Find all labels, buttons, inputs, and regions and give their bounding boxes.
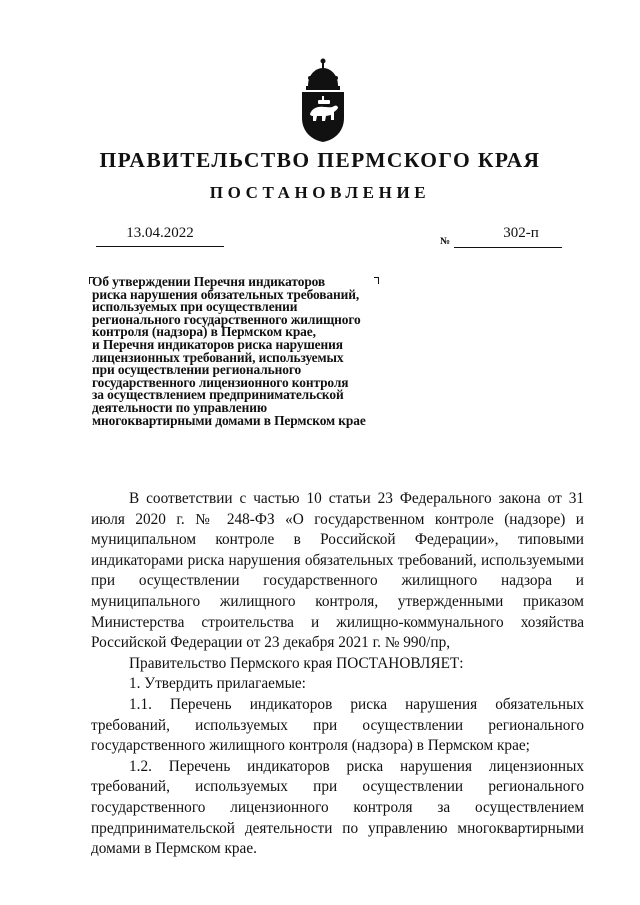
subject-line: при осуществлении регионального	[92, 362, 302, 378]
subject-line: лицензионных требований, используемых	[92, 349, 344, 365]
subject-line: риска нарушения обязательных требований,	[92, 286, 360, 302]
date-field	[96, 224, 224, 247]
subject-line: Об утверждении Перечня индикаторов	[92, 274, 326, 289]
subject-line: регионального государственного жилищного	[92, 311, 361, 327]
subject-line: многоквартирными домами в Пермском крае	[92, 412, 366, 428]
number-underline	[454, 247, 562, 248]
date-value: 13.04.2022	[126, 225, 194, 241]
resolution-paragraph: Правительство Пермского края ПОСТАНОВЛЯЕТ:	[129, 654, 464, 672]
document-body	[91, 489, 584, 860]
perm-krai-coat-of-arms-icon	[298, 56, 348, 144]
document-type-title: ПОСТАНОВЛЕНИЕ	[209, 183, 431, 202]
subject-line: контроля (надзора) в Пермском крае,	[92, 324, 316, 340]
document-subject	[92, 276, 422, 427]
number-value: 302-п	[503, 225, 539, 241]
clause-1-paragraph: 1. Утвердить прилагаемые:	[129, 675, 306, 693]
clause-1-1-paragraph: 1.1. Перечень индикаторов риска нарушения обязательных требований, используемых при осуществлении регионального государственного жилищного контроля (надзора) в Пермском крае;	[91, 695, 584, 755]
number-sign: №	[440, 236, 451, 247]
preamble-paragraph: В соответствии с частью 10 статьи 23 Федерального закона от 31 июля 2020 г. № 248-ФЗ «О государственном контроле (надзоре) и муниципальном контроле в Российской Федерации», типовыми индикаторами риска нарушения обязательных требований, используемыми при осуществлении государственного жилищного надзора и муниципального жилищного контроля, утвержденными приказом Министерства строительства и жилищно-коммунального хозяйства Российской Федерации от 23 декабря 2021 г. № 990/пр,	[91, 490, 584, 652]
subject-line: за осуществлением предпринимательской	[92, 387, 344, 403]
date-underline	[96, 246, 224, 247]
subject-line: используемых при осуществлении	[92, 299, 298, 315]
subject-line: государственного лицензионного контроля	[92, 374, 349, 390]
clause-1-2-paragraph: 1.2. Перечень индикаторов риска нарушения лицензионных требований, используемых при осуществлении регионального государственного лицензионного контроля за осуществлением предпринимательской деятельности по управлению многоквартирными домами в Пермском крае.	[91, 757, 584, 858]
subject-line: деятельности по управлению	[92, 399, 267, 415]
government-title: ПРАВИТЕЛЬСТВО ПЕРМСКОГО КРАЯ	[99, 148, 541, 172]
subject-line: и Перечня индикаторов риска нарушения	[92, 336, 343, 352]
